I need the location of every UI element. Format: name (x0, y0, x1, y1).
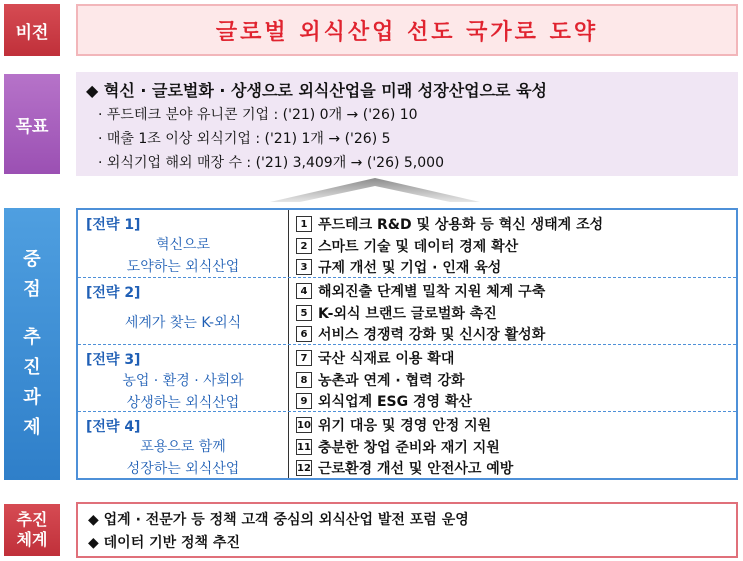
vision-text: 글로벌 외식산업 선도 국가로 도약 (215, 19, 599, 45)
task-item (296, 324, 545, 344)
system-label (4, 504, 60, 556)
strategy-1-name: 혁신으로 (155, 237, 211, 253)
goal-target-item: · 매출 1조 이상 외식기업 : ('21) 1개 → ('26) 5 (98, 131, 391, 147)
strategy-4-name: 성장하는 외식산업 (126, 461, 240, 477)
task-number-badge: 8 (296, 372, 312, 388)
strategy-2-name: 세계가 찾는 K-외식 (124, 315, 242, 331)
vision-label-text: 비전 (15, 22, 49, 43)
task-item (296, 458, 513, 478)
task-number-badge: 2 (296, 238, 312, 254)
task-item (296, 437, 500, 457)
task-number-badge: 3 (296, 259, 312, 275)
task-item (296, 370, 465, 390)
goal-box (76, 72, 738, 176)
task-text: 농촌과 연계 · 협력 강화 (318, 373, 465, 389)
task-number-badge: 4 (296, 283, 312, 299)
task-text: 외식업계 ESG 경영 확산 (318, 394, 472, 410)
key-tasks-label-char: 진 (23, 357, 41, 378)
key-tasks-label-char: 제 (23, 417, 41, 438)
task-number-badge: 7 (296, 350, 312, 366)
task-text: 푸드테크 R&D 및 상용화 등 혁신 생태계 조성 (318, 217, 604, 233)
task-item (296, 391, 472, 411)
vision-label (4, 4, 60, 56)
task-text: 근로환경 개선 및 안전사고 예방 (318, 461, 514, 477)
goal-label (4, 74, 60, 174)
task-number-badge: 10 (296, 417, 312, 433)
strategy-4-name: 포용으로 함께 (140, 439, 226, 455)
strategy-1-tag: [전략 1] (86, 217, 141, 233)
key-tasks-label-char: 점 (23, 279, 41, 300)
task-text: 규제 개선 및 기업 · 인재 육성 (318, 260, 502, 276)
system-box (76, 502, 738, 558)
strategy-3-name: 농업 · 환경 · 사회와 (122, 373, 244, 389)
task-text: 스마트 기술 및 데이터 경제 확산 (318, 239, 519, 255)
task-item (296, 214, 603, 234)
strategy-2-tag: [전략 2] (86, 285, 141, 301)
task-text: 충분한 창업 준비와 재기 지원 (318, 440, 500, 456)
task-number-badge: 6 (296, 326, 312, 342)
goal-main-text: ◆ 혁신 · 글로벌화 · 상생으로 외식산업을 미래 성장산업으로 육성 (86, 81, 547, 100)
system-item: ◆ 업계 · 전문가 등 정책 고객 중심의 외식산업 발전 포럼 운영 (88, 512, 469, 528)
task-item (296, 348, 454, 368)
task-number-badge: 11 (296, 439, 312, 455)
task-text: K-외식 브랜드 글로벌화 촉진 (318, 306, 497, 322)
task-text: 위기 대응 및 경영 안정 지원 (318, 418, 492, 434)
key-tasks-label-char: 과 (23, 387, 41, 408)
goal-label-text: 목표 (15, 116, 49, 137)
task-item (296, 303, 497, 323)
system-label-line: 체계 (16, 530, 48, 549)
task-number-badge: 9 (296, 393, 312, 409)
strategy-frame (76, 208, 738, 480)
task-item (296, 415, 491, 435)
task-number-badge: 1 (296, 216, 312, 232)
key-tasks-label-char: 추 (23, 327, 41, 348)
task-item (296, 257, 501, 277)
system-item: ◆ 데이터 기반 정책 추진 (88, 535, 240, 551)
goal-target-item: · 푸드테크 분야 유니콘 기업 : ('21) 0개 → ('26) 10 (98, 107, 418, 123)
strategy-3-name: 상생하는 외식산업 (126, 395, 240, 411)
vision-box (76, 4, 738, 56)
task-text: 해외진출 단계별 밀착 지원 체계 구축 (318, 284, 546, 300)
strategy-3-tag: [전략 3] (86, 352, 141, 368)
task-text: 국산 식재료 이용 확대 (318, 351, 455, 367)
goal-target-item: · 외식기업 해외 매장 수 : ('21) 3,409개 → ('26) 5,000 (98, 155, 444, 171)
upward-chevron-icon (270, 176, 480, 202)
system-label-line: 추진 (16, 510, 48, 529)
task-text: 서비스 경쟁력 강화 및 신시장 활성화 (318, 327, 546, 343)
task-number-badge: 5 (296, 305, 312, 321)
key-tasks-label (4, 208, 60, 480)
strategy-4-tag: [전략 4] (86, 419, 141, 435)
task-item (296, 236, 518, 256)
task-item (296, 281, 545, 301)
strategy-1-name: 도약하는 외식산업 (126, 259, 240, 275)
key-tasks-label-char: 중 (23, 249, 41, 270)
strategy-divider (78, 344, 736, 345)
task-number-badge: 12 (296, 460, 312, 476)
